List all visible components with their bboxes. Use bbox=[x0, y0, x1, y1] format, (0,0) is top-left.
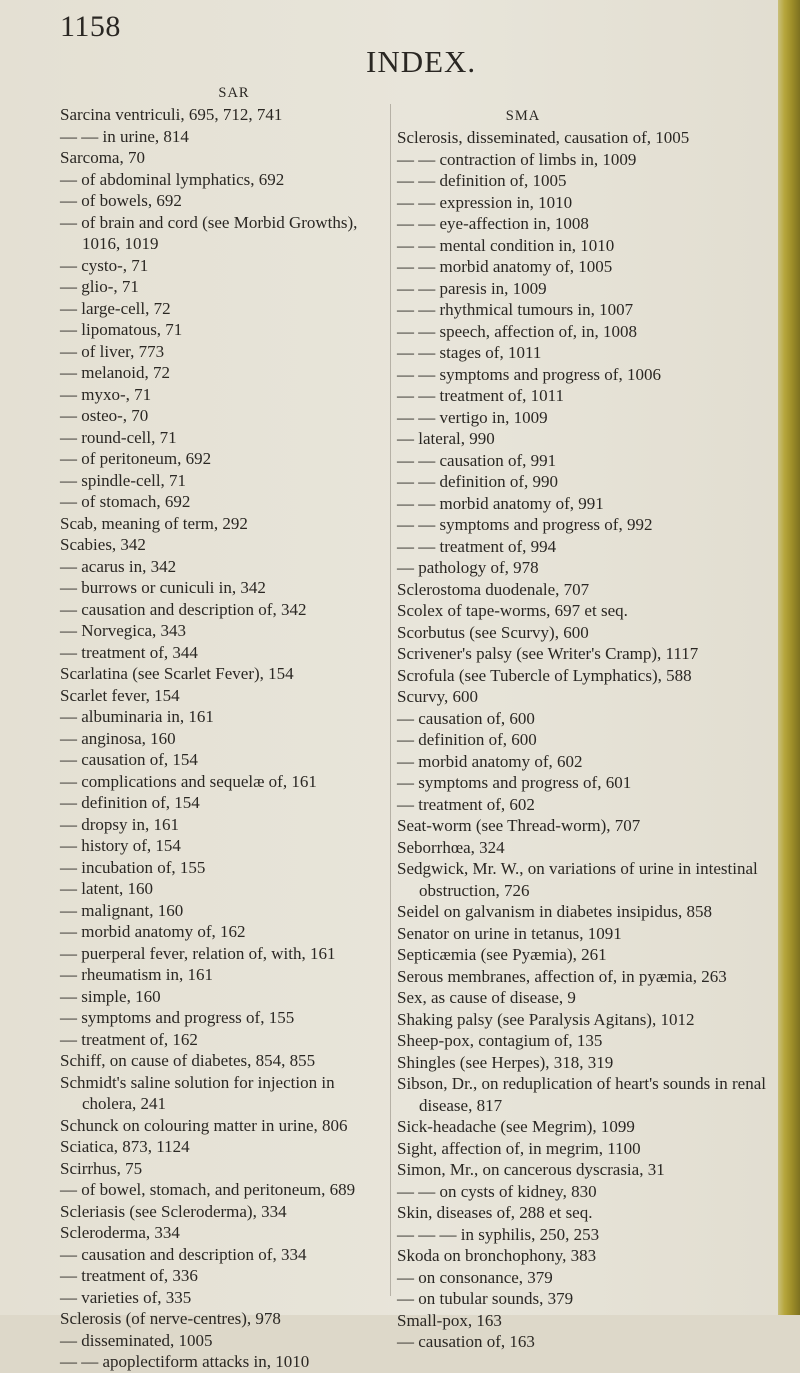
index-entry-text: Simon, Mr., on cancerous dyscrasia, 31 bbox=[397, 1160, 665, 1179]
index-entry-text: Sciatica, 873, 1124 bbox=[60, 1137, 190, 1156]
index-entry bbox=[60, 1330, 378, 1352]
index-entry-text: — lipomatous, 71 bbox=[60, 320, 183, 339]
index-entry bbox=[60, 1029, 378, 1051]
index-entry bbox=[60, 1287, 378, 1309]
index-entry-text: — simple, 160 bbox=[60, 986, 161, 1006]
index-entry bbox=[60, 1007, 378, 1029]
index-entry bbox=[60, 1244, 378, 1266]
index-entry bbox=[397, 1331, 769, 1353]
index-entry-text: — causation of, 154 bbox=[60, 750, 198, 769]
index-entry-text: Shingles (see Herpes), 318, 319 bbox=[397, 1052, 614, 1072]
index-entry bbox=[397, 192, 769, 214]
index-entry bbox=[397, 1138, 769, 1160]
index-entry bbox=[60, 448, 378, 470]
index-entry bbox=[60, 620, 378, 642]
index-entry bbox=[397, 1116, 769, 1138]
column-divider bbox=[390, 104, 391, 1296]
index-entry-text: Scab, meaning of term, 292 bbox=[60, 513, 248, 533]
index-entry bbox=[397, 493, 769, 515]
index-entry-text: Scrivener's palsy (see Writer's Cramp), 1117 bbox=[397, 644, 699, 663]
index-entry bbox=[397, 450, 769, 472]
index-entry bbox=[60, 126, 378, 148]
index-entry bbox=[397, 1009, 769, 1031]
index-entry-text: — treatment of, 344 bbox=[60, 642, 198, 662]
index-entry-text: Skoda on bronchophony, 383 bbox=[397, 1246, 597, 1265]
index-entry bbox=[60, 212, 378, 255]
index-entry-text: Schunck on colouring matter in urine, 806 bbox=[60, 1115, 348, 1135]
running-head: INDEX. bbox=[366, 44, 477, 79]
index-entry-text: Shaking palsy (see Paralysis Agitans), 1012 bbox=[397, 1009, 695, 1029]
index-entry-text: — treatment of, 602 bbox=[397, 794, 535, 814]
index-entry bbox=[397, 622, 769, 644]
index-entry bbox=[60, 1222, 378, 1244]
index-entry bbox=[60, 556, 378, 578]
index-entry bbox=[60, 900, 378, 922]
index-entry-text: — — eye-affection in, 1008 bbox=[397, 214, 589, 233]
index-entry bbox=[60, 190, 378, 212]
index-entry-text: — definition of, 600 bbox=[397, 730, 537, 749]
index-entry bbox=[60, 513, 378, 535]
index-entry-text: Schmidt's saline solution for injection in cholera, 241 bbox=[60, 1072, 339, 1113]
index-entry-text: Skin, diseases of, 288 et seq. bbox=[397, 1203, 593, 1222]
index-entry bbox=[60, 921, 378, 943]
index-entry bbox=[60, 964, 378, 986]
index-entry bbox=[397, 772, 769, 794]
index-entry bbox=[60, 341, 378, 363]
index-entry bbox=[60, 255, 378, 277]
index-entry bbox=[60, 491, 378, 513]
index-entry bbox=[397, 235, 769, 257]
index-entry-text: — morbid anatomy of, 162 bbox=[60, 922, 246, 941]
index-entry bbox=[397, 342, 769, 364]
index-entry bbox=[397, 1202, 769, 1224]
index-entry-text: — malignant, 160 bbox=[60, 900, 184, 920]
index-entry-text: — — definition of, 1005 bbox=[397, 171, 567, 190]
index-entry bbox=[397, 428, 769, 450]
index-entry-text: — — treatment of, 1011 bbox=[397, 386, 564, 405]
index-entry-text: — on tubular sounds, 379 bbox=[397, 1289, 574, 1308]
index-entry-text: — — contraction of limbs in, 1009 bbox=[397, 149, 637, 169]
index-entry bbox=[397, 407, 769, 429]
index-entry-text: — Norvegica, 343 bbox=[60, 621, 187, 640]
index-entry bbox=[60, 534, 378, 556]
index-entry bbox=[397, 751, 769, 773]
index-entry-text: — symptoms and progress of, 601 bbox=[397, 773, 632, 792]
index-entry-text: — — mental condition in, 1010 bbox=[397, 235, 615, 255]
index-entry-text: Scarlet fever, 154 bbox=[60, 685, 180, 705]
index-entry bbox=[397, 364, 769, 386]
index-entry-text: Scleroderma, 334 bbox=[60, 1223, 180, 1242]
index-entry-text: Senator on urine in tetanus, 1091 bbox=[397, 923, 622, 943]
index-entry-text: Scirrhus, 75 bbox=[60, 1158, 143, 1178]
index-entry bbox=[397, 213, 769, 235]
index-entry bbox=[397, 966, 769, 988]
index-entry bbox=[397, 665, 769, 687]
index-entry-text: Sex, as cause of disease, 9 bbox=[397, 988, 576, 1007]
index-entry-text: — — paresis in, 1009 bbox=[397, 278, 547, 298]
index-entry bbox=[397, 256, 769, 278]
index-entry-text: — melanoid, 72 bbox=[60, 363, 171, 382]
index-entry bbox=[60, 771, 378, 793]
index-entry bbox=[397, 149, 769, 171]
index-entry-text: Small-pox, 163 bbox=[397, 1310, 502, 1330]
index-entry bbox=[60, 685, 378, 707]
index-entry bbox=[397, 1288, 769, 1310]
index-entry-text: — acarus in, 342 bbox=[60, 556, 177, 576]
index-entry-text: — — symptoms and progress of, 1006 bbox=[397, 364, 661, 384]
index-entry bbox=[397, 858, 769, 901]
left-column-header: SAR bbox=[218, 85, 250, 101]
page-edge bbox=[778, 0, 800, 1315]
index-entry bbox=[397, 1310, 769, 1332]
index-entry bbox=[60, 1201, 378, 1223]
right-column bbox=[397, 105, 769, 1353]
index-entry-text: — anginosa, 160 bbox=[60, 728, 176, 748]
index-entry-text: — varieties of, 335 bbox=[60, 1287, 192, 1307]
page-number: 1158 bbox=[60, 10, 121, 43]
index-entry-text: Scleriasis (see Scleroderma), 334 bbox=[60, 1201, 287, 1221]
index-entry bbox=[397, 987, 769, 1009]
index-entry bbox=[397, 794, 769, 816]
index-entry bbox=[60, 792, 378, 814]
index-entry bbox=[60, 169, 378, 191]
index-entry-text: — glio-, 71 bbox=[60, 277, 139, 296]
index-entry bbox=[60, 362, 378, 384]
index-entry bbox=[397, 557, 769, 579]
right-column-header: SMA bbox=[505, 108, 541, 124]
index-entry bbox=[60, 663, 378, 685]
index-entry bbox=[60, 319, 378, 341]
index-entry-text: — large-cell, 72 bbox=[60, 298, 171, 318]
index-entry-text: — causation and description of, 334 bbox=[60, 1244, 307, 1264]
index-entry bbox=[60, 405, 378, 427]
index-entry bbox=[60, 878, 378, 900]
index-entry bbox=[60, 298, 378, 320]
index-entry bbox=[60, 276, 378, 298]
index-entry-text: Sibson, Dr., on reduplication of heart's sounds in renal disease, 817 bbox=[397, 1074, 771, 1115]
index-entry-text: Scarlatina (see Scarlet Fever), 154 bbox=[60, 664, 294, 683]
index-entry bbox=[397, 686, 769, 708]
index-entry-text: — of bowels, 692 bbox=[60, 191, 182, 210]
index-entry-text: — morbid anatomy of, 602 bbox=[397, 751, 583, 771]
index-entry-text: Sick-headache (see Megrim), 1099 bbox=[397, 1117, 635, 1136]
index-entry-text: — — rhythmical tumours in, 1007 bbox=[397, 300, 634, 319]
index-entry bbox=[60, 857, 378, 879]
index-entry bbox=[397, 923, 769, 945]
index-entry bbox=[60, 104, 378, 126]
index-entry-text: — puerperal fever, relation of, with, 161 bbox=[60, 943, 336, 963]
index-entry bbox=[60, 943, 378, 965]
index-entry-text: Serous membranes, affection of, in pyæmia, 263 bbox=[397, 966, 727, 986]
index-entry-text: — pathology of, 978 bbox=[397, 558, 539, 577]
index-entry bbox=[60, 577, 378, 599]
index-entry-text: — lateral, 990 bbox=[397, 429, 495, 448]
index-entry-text: Scurvy, 600 bbox=[397, 687, 479, 706]
index-entry-text: — definition of, 154 bbox=[60, 793, 200, 812]
index-entry-text: — on consonance, 379 bbox=[397, 1267, 553, 1287]
index-entry-text: Scorbutus (see Scurvy), 600 bbox=[397, 622, 589, 642]
index-entry-text: — — expression in, 1010 bbox=[397, 192, 573, 212]
index-entry bbox=[60, 1136, 378, 1158]
index-entry-text: — of bowel, stomach, and peritoneum, 689 bbox=[60, 1180, 356, 1199]
index-entry bbox=[60, 427, 378, 449]
index-entry bbox=[60, 1265, 378, 1287]
index-entry bbox=[397, 1245, 769, 1267]
index-entry bbox=[60, 728, 378, 750]
index-entry-text: — — stages of, 1011 bbox=[397, 343, 542, 362]
index-entry bbox=[397, 643, 769, 665]
index-entry-text: — of stomach, 692 bbox=[60, 492, 191, 511]
index-entry-text: Sclerosis (of nerve-centres), 978 bbox=[60, 1309, 281, 1328]
index-entry bbox=[397, 536, 769, 558]
index-entry-text: Seat-worm (see Thread-worm), 707 bbox=[397, 816, 641, 835]
index-entry-text: — — causation of, 991 bbox=[397, 450, 557, 470]
index-entry-text: — round-cell, 71 bbox=[60, 427, 177, 447]
index-entry-text: Sarcoma, 70 bbox=[60, 148, 145, 167]
index-entry-text: — myxo-, 71 bbox=[60, 384, 152, 404]
index-entry-text: — causation of, 600 bbox=[397, 708, 535, 728]
index-entry bbox=[397, 729, 769, 751]
index-entry-text: — incubation of, 155 bbox=[60, 857, 206, 877]
index-entry-text: — treatment of, 336 bbox=[60, 1266, 198, 1285]
index-entry-text: — albuminaria in, 161 bbox=[60, 707, 214, 726]
index-entry-text: — of liver, 773 bbox=[60, 341, 165, 361]
index-entry bbox=[60, 1308, 378, 1330]
index-entry-text: Septicæmia (see Pyæmia), 261 bbox=[397, 945, 607, 964]
index-entry bbox=[60, 749, 378, 771]
index-entry bbox=[60, 986, 378, 1008]
index-entry bbox=[397, 385, 769, 407]
index-entry bbox=[397, 1224, 769, 1246]
index-entry bbox=[60, 814, 378, 836]
index-entry bbox=[60, 1351, 378, 1373]
index-entry bbox=[397, 1267, 769, 1289]
index-entry bbox=[397, 837, 769, 859]
index-entry bbox=[397, 321, 769, 343]
index-entry-text: Sight, affection of, in megrim, 1100 bbox=[397, 1138, 641, 1158]
index-entry bbox=[397, 901, 769, 923]
index-entry bbox=[60, 706, 378, 728]
index-entry-text: — — treatment of, 994 bbox=[397, 536, 557, 556]
index-entry-text: — spindle-cell, 71 bbox=[60, 470, 187, 490]
index-entry bbox=[397, 299, 769, 321]
index-entry-text: Scolex of tape-worms, 697 et seq. bbox=[397, 601, 628, 620]
index-entry-text: — burrows or cuniculi in, 342 bbox=[60, 578, 266, 597]
index-entry bbox=[397, 1052, 769, 1074]
index-entry-text: — — in urine, 814 bbox=[60, 126, 189, 146]
index-entry bbox=[397, 815, 769, 837]
index-entry bbox=[397, 579, 769, 601]
index-entry-text: — latent, 160 bbox=[60, 879, 154, 898]
index-entry bbox=[397, 944, 769, 966]
index-entry bbox=[397, 1181, 769, 1203]
index-entry-text: — of brain and cord (see Morbid Growths), 1016, 1019 bbox=[60, 212, 362, 253]
index-entry bbox=[397, 170, 769, 192]
index-entry bbox=[60, 1179, 378, 1201]
index-entry-text: — — vertigo in, 1009 bbox=[397, 407, 548, 427]
index-entry-text: — — on cysts of kidney, 830 bbox=[397, 1181, 597, 1201]
index-entry-text: — — morbid anatomy of, 1005 bbox=[397, 257, 613, 276]
index-entry-text: — — symptoms and progress of, 992 bbox=[397, 515, 653, 534]
index-entry-text: — of peritoneum, 692 bbox=[60, 449, 212, 468]
index-entry-text: Seidel on galvanism in diabetes insipidus, 858 bbox=[397, 902, 712, 921]
index-entry-text: — — definition of, 990 bbox=[397, 472, 559, 491]
index-entry-text: — rheumatism in, 161 bbox=[60, 965, 213, 984]
index-entry-text: — history of, 154 bbox=[60, 836, 181, 855]
index-entry-text: Sheep-pox, contagium of, 135 bbox=[397, 1031, 603, 1050]
index-entry-text: Sarcina ventriculi, 695, 712, 741 bbox=[60, 105, 283, 124]
index-entry bbox=[60, 384, 378, 406]
index-entry bbox=[60, 835, 378, 857]
index-entry-text: — complications and sequelæ of, 161 bbox=[60, 771, 317, 791]
index-entry-text: — causation of, 163 bbox=[397, 1332, 535, 1351]
index-entry bbox=[60, 599, 378, 621]
index-entry bbox=[397, 278, 769, 300]
index-entry-text: Seborrhœa, 324 bbox=[397, 837, 505, 857]
index-entry-text: Schiff, on cause of diabetes, 854, 855 bbox=[60, 1051, 316, 1070]
index-entry bbox=[60, 1158, 378, 1180]
index-entry bbox=[60, 1115, 378, 1137]
index-entry bbox=[60, 642, 378, 664]
index-entry bbox=[60, 1072, 378, 1115]
index-entry bbox=[60, 147, 378, 169]
index-entry-text: — causation and description of, 342 bbox=[60, 599, 307, 619]
index-entry-text: Scrofula (see Tubercle of Lymphatics), 588 bbox=[397, 665, 692, 685]
left-entries bbox=[60, 104, 378, 1373]
index-entry bbox=[397, 708, 769, 730]
index-entry bbox=[397, 471, 769, 493]
index-entry bbox=[397, 514, 769, 536]
index-entry-text: — disseminated, 1005 bbox=[60, 1330, 213, 1350]
index-entry-text: Scabies, 342 bbox=[60, 535, 146, 554]
index-entry-text: — cysto-, 71 bbox=[60, 255, 149, 275]
index-entry-text: — dropsy in, 161 bbox=[60, 814, 179, 834]
index-entry bbox=[397, 600, 769, 622]
index-entry-text: — — morbid anatomy of, 991 bbox=[397, 493, 604, 513]
index-entry bbox=[60, 1050, 378, 1072]
index-entry bbox=[397, 1073, 769, 1116]
index-entry-text: Sclerosis, disseminated, causation of, 1005 bbox=[397, 128, 690, 147]
index-entry bbox=[397, 127, 769, 149]
index-entry-text: — symptoms and progress of, 155 bbox=[60, 1008, 295, 1027]
index-entry bbox=[397, 1159, 769, 1181]
index-entry bbox=[397, 1030, 769, 1052]
index-entry-text: Sclerostoma duodenale, 707 bbox=[397, 579, 590, 599]
index-entry-text: — — — in syphilis, 250, 253 bbox=[397, 1224, 600, 1244]
index-entry-text: — — apoplectiform attacks in, 1010 bbox=[60, 1352, 310, 1371]
index-entry-text: — osteo-, 70 bbox=[60, 406, 149, 425]
left-column bbox=[60, 82, 378, 1373]
index-entry-text: Sedgwick, Mr. W., on variations of urine in intestinal obstruction, 726 bbox=[397, 859, 762, 900]
index-entry-text: — — speech, affection of, in, 1008 bbox=[397, 321, 637, 341]
index-entry bbox=[60, 470, 378, 492]
right-entries bbox=[397, 127, 769, 1353]
index-entry-text: — treatment of, 162 bbox=[60, 1029, 198, 1049]
index-entry-text: — of abdominal lymphatics, 692 bbox=[60, 169, 285, 189]
